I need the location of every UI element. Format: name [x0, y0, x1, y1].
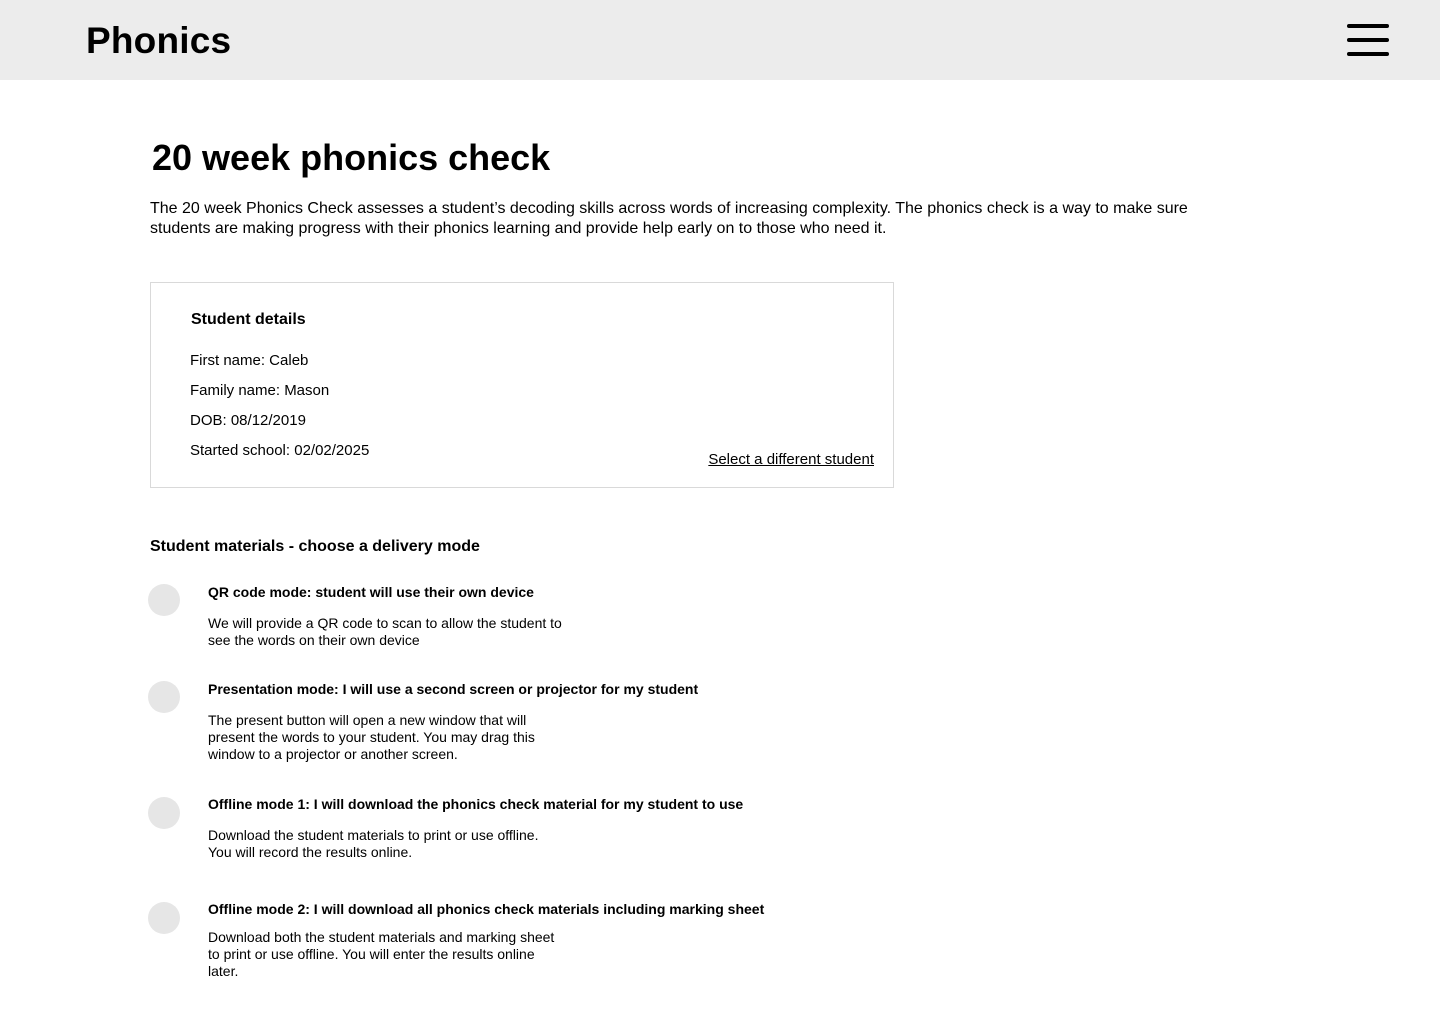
option-description — [208, 712, 618, 763]
app-header — [0, 0, 1440, 80]
student-details-title: Student details — [191, 311, 306, 328]
student-first-name: First name: Caleb — [190, 352, 309, 369]
hamburger-menu-icon[interactable] — [1346, 22, 1390, 58]
option-description-line: window to a projector or another screen. — [208, 746, 458, 762]
menu-bar — [1347, 24, 1389, 28]
option-description-line: You will record the results online. — [208, 844, 413, 860]
option-title: QR code mode: student will use their own device — [208, 584, 534, 600]
option-description-line: later. — [208, 963, 239, 979]
student-started-school: Started school: 02/02/2025 — [190, 442, 370, 459]
brand-logo[interactable]: Phonics — [86, 20, 232, 61]
delivery-mode-title: Student materials - choose a delivery mode — [150, 538, 480, 555]
radio-button[interactable] — [148, 797, 180, 829]
option-description-line: Download the student materials to print or use offline. — [208, 827, 539, 843]
option-title: Presentation mode: I will use a second screen or projector for my student — [208, 681, 699, 697]
student-details-card — [150, 282, 894, 488]
option-description — [208, 929, 618, 980]
option-description-line: see the words on their own device — [208, 632, 420, 648]
menu-bar — [1347, 52, 1389, 56]
option-description-line: present the words to your student. You may drag this — [208, 729, 535, 745]
page-title: 20 week phonics check — [152, 137, 551, 178]
student-family-name: Family name: Mason — [190, 382, 330, 399]
option-description-line: Download both the student materials and marking sheet — [208, 929, 555, 945]
radio-button[interactable] — [148, 681, 180, 713]
option-title: Offline mode 1: I will download the phonics check material for my student to use — [208, 796, 744, 812]
radio-button[interactable] — [148, 902, 180, 934]
menu-bar — [1347, 38, 1389, 42]
select-different-student-link[interactable]: Select a different student — [708, 451, 874, 468]
option-description — [208, 615, 618, 649]
radio-button[interactable] — [148, 584, 180, 616]
student-dob: DOB: 08/12/2019 — [190, 412, 306, 429]
option-title: Offline mode 2: I will download all phonics check materials including marking sheet — [208, 901, 765, 917]
option-description-line: We will provide a QR code to scan to allow the student to — [208, 615, 562, 631]
page-intro: The 20 week Phonics Check assesses a student’s decoding skills across words of increasing complexity. The phonics check is a way to make sure students are making progress with their phonics learning and provide help early on to those who need it. — [150, 200, 1188, 237]
option-description-line: to print or use offline. You will enter the results online — [208, 946, 535, 962]
option-description — [208, 827, 618, 861]
option-description-line: The present button will open a new window that will — [208, 712, 527, 728]
